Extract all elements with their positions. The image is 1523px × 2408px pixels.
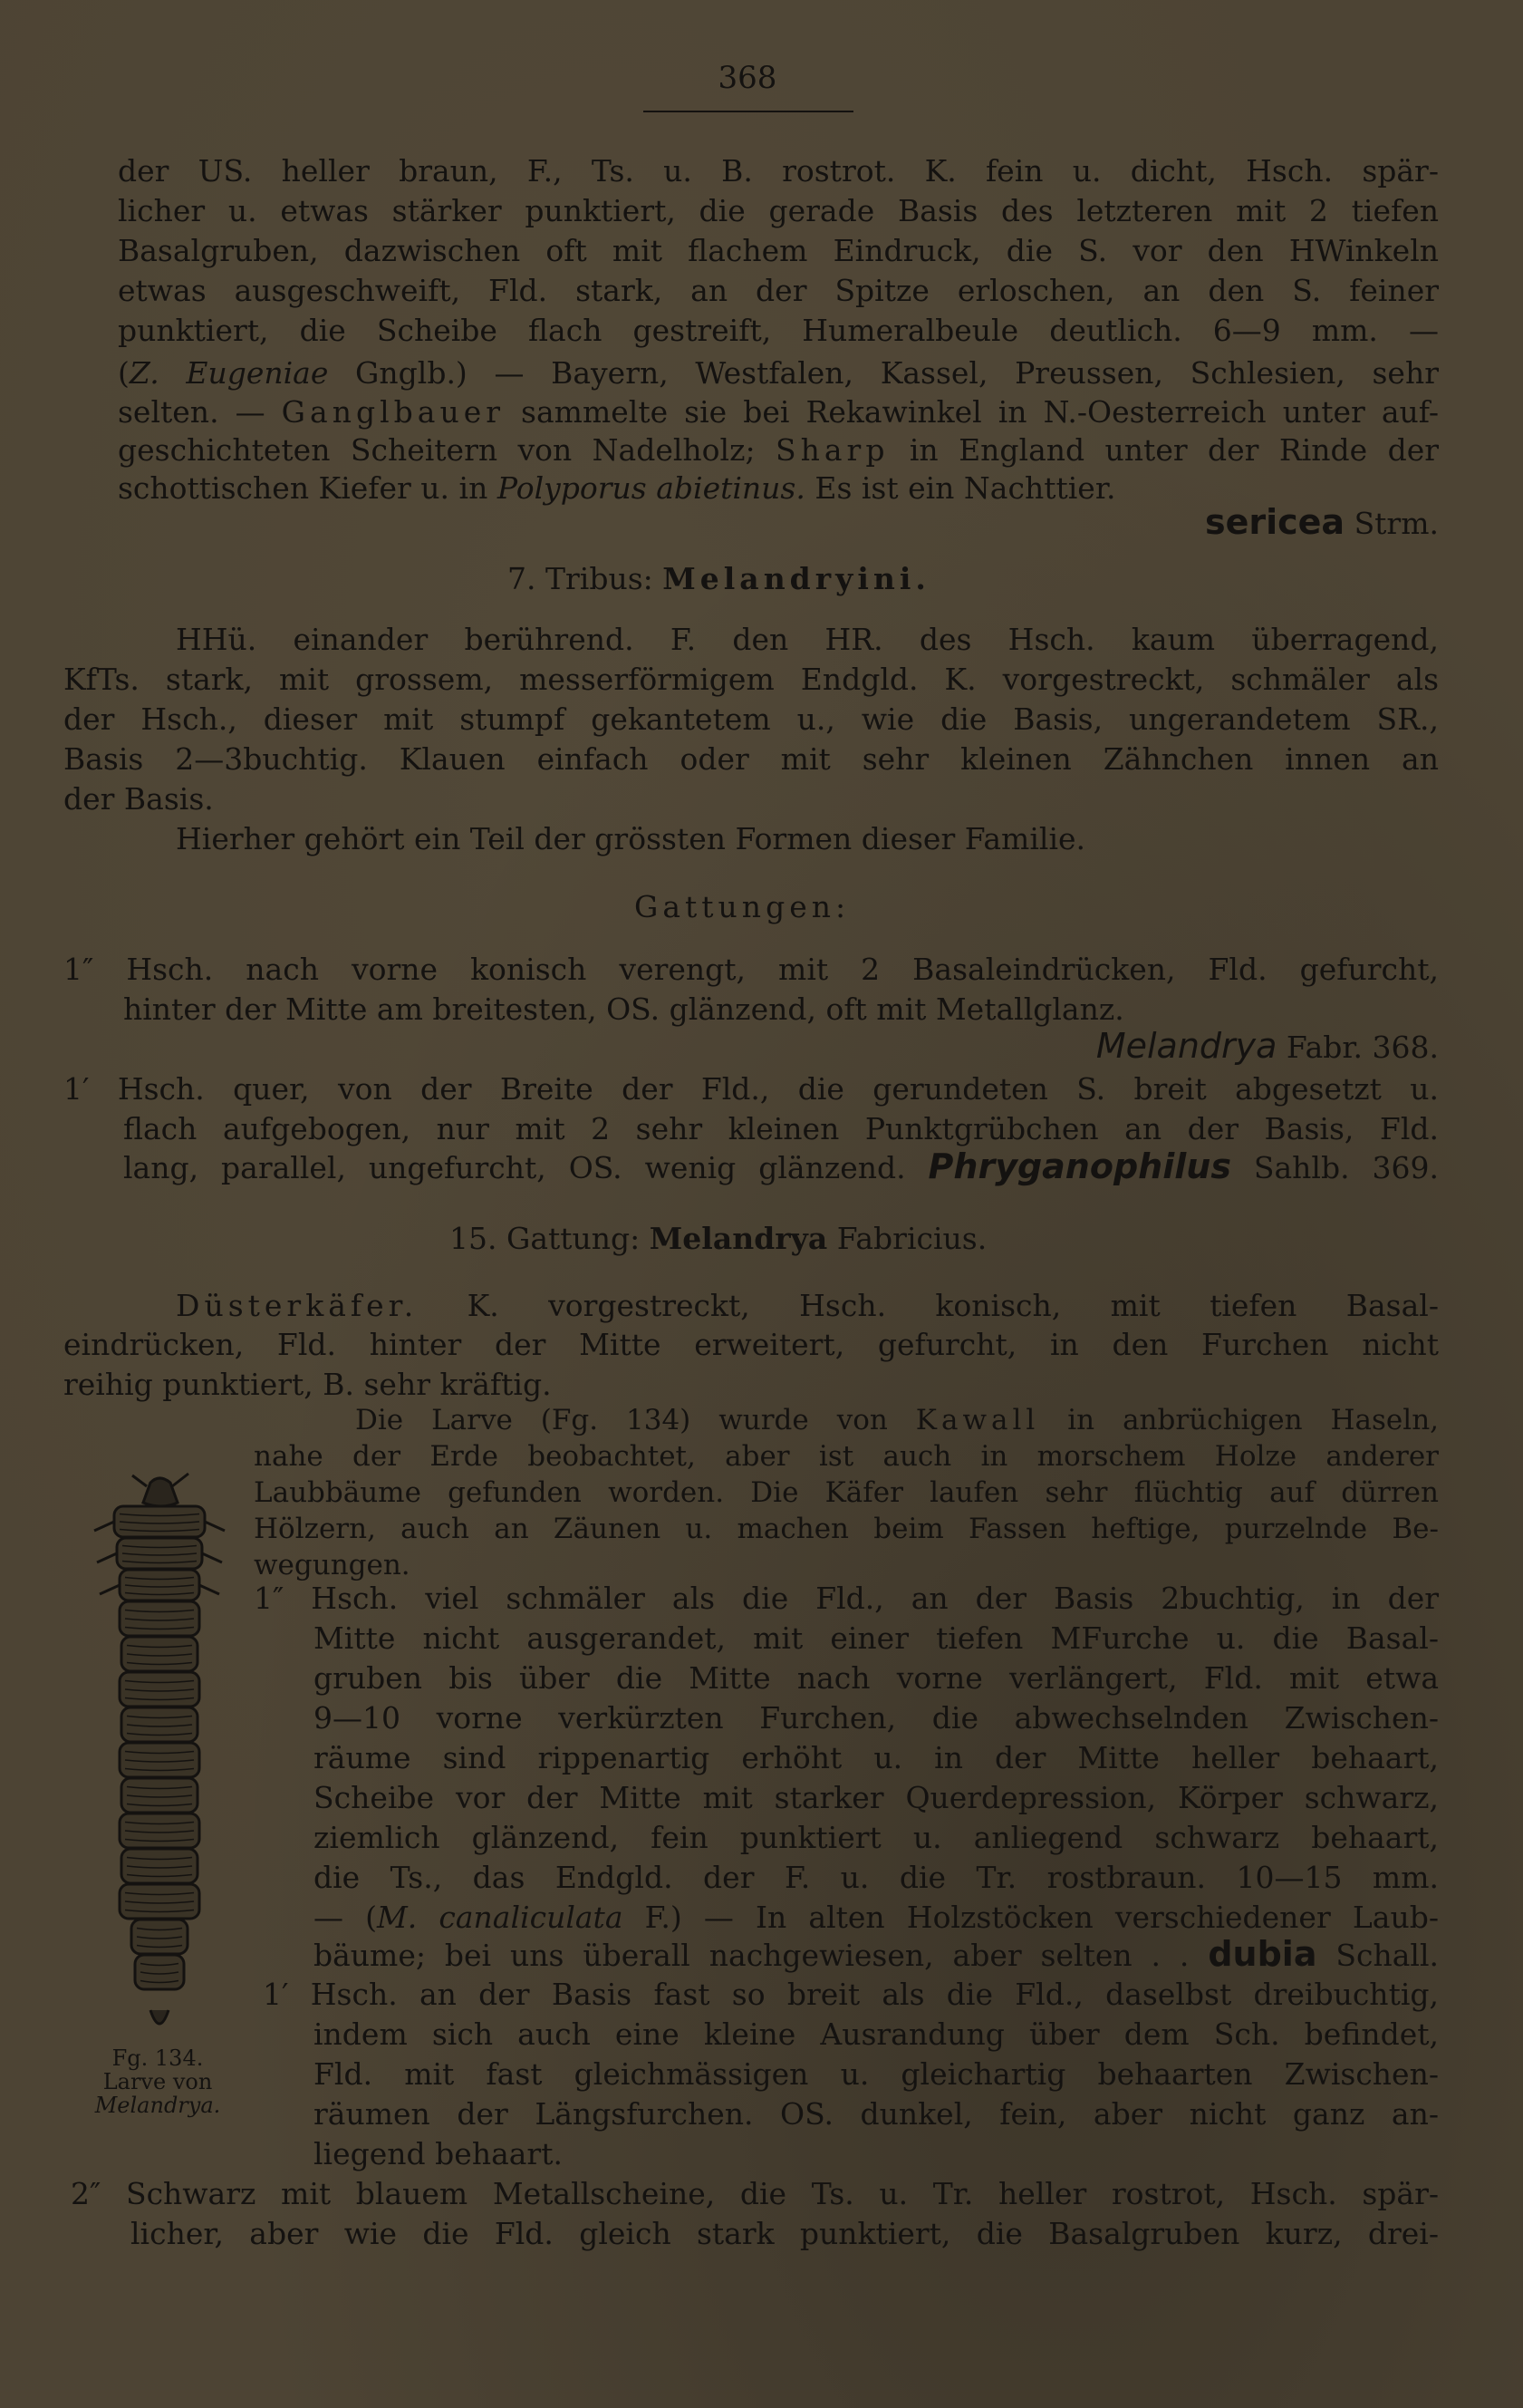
- text-fragment: Hsch. nach vorne konisch verengt, mit 2 Basaleindrücken, Fld. gefurcht,: [93, 952, 1439, 987]
- key-couplet-line: Mitte nicht ausgerandet, mit einer tiefen MFurche u. die Basal-: [313, 1620, 1439, 1656]
- author: Fabricius.: [827, 1221, 988, 1256]
- text-line: [176, 1287, 1439, 1325]
- larva-leg: [205, 1522, 225, 1531]
- key-couplet-line: [63, 1070, 1439, 1108]
- key-couplet-line: [63, 951, 1439, 989]
- genus-name: Melandrya: [1095, 1026, 1277, 1066]
- genus-entry: [118, 1027, 1439, 1067]
- common-name: Düsterkäfer.: [176, 1288, 419, 1323]
- species-name: M. canaliculata: [377, 1900, 623, 1935]
- key-couplet-line: 9—10 vorne verkürzten Furchen, die abwechselnden Zwischen-: [313, 1700, 1439, 1736]
- text-line: HHü. einander berührend. F. den HR. des Hsch. kaum überragend,: [176, 622, 1439, 657]
- key-couplet-line: gruben bis über die Mitte nach vorne verlängert, Fld. mit etwa: [313, 1660, 1439, 1696]
- author-name: Ganglbauer: [281, 394, 505, 430]
- text-line: [118, 393, 1439, 431]
- key-couplet-line: räume sind rippenartig erhöht u. in der Mitte heller behaart,: [313, 1740, 1439, 1775]
- gattung-heading: [449, 1220, 1265, 1258]
- genus-name: Phryganophilus: [928, 1146, 1231, 1186]
- couplet-marker: 2″: [71, 2176, 101, 2211]
- text-line: Hölzern, auch an Zäunen u. machen beim Fassen heftige, purzelnde Be-: [254, 1513, 1439, 1545]
- key-couplet-line: [313, 1899, 1439, 1937]
- key-couplet-line: licher, aber wie die Fld. gleich stark punktiert, die Basalgruben kurz, drei-: [130, 2216, 1439, 2251]
- text-fragment: Die Larve (Fg. 134) wurde von: [355, 1404, 916, 1436]
- text-line: etwas ausgeschweift, Fld. stark, an der Spitze erloschen, an den S. feiner: [118, 273, 1439, 308]
- key-couplet-line: flach aufgebogen, nur mit 2 sehr kleinen Punktgrübchen an der Basis, Fld.: [123, 1111, 1439, 1146]
- author: Fabr. 368.: [1277, 1030, 1439, 1065]
- key-couplet-line: hinter der Mitte am breitesten, OS. glänzend, oft mit Metallglanz.: [123, 991, 1124, 1027]
- couplet-marker: 1′: [63, 1071, 90, 1107]
- text-fragment: K. vorgestreckt, Hsch. konisch, mit tiefen Basal-: [418, 1288, 1439, 1323]
- larva-leg: [94, 1522, 114, 1531]
- text-fragment: Es ist ein Nachttier.: [805, 470, 1116, 506]
- author: Sahlb. 369.: [1230, 1150, 1439, 1185]
- text-fragment: Hsch. viel schmäler als die Fld., an der Basis 2buchtig, in der: [284, 1581, 1439, 1616]
- text-line: der Basis.: [63, 781, 214, 817]
- page-number: 368: [718, 60, 777, 96]
- larva-leg: [202, 1553, 222, 1562]
- key-couplet-line: [123, 1147, 1439, 1187]
- text-fragment: Gnglb.) — Bayern, Westfalen, Kassel, Preussen, Schlesien, sehr: [328, 355, 1439, 391]
- key-couplet-line: [263, 1976, 1439, 2014]
- key-couplet-line: [313, 1935, 1439, 1975]
- text-line: punktiert, die Scheibe flach gestreift, Humeralbeule deutlich. 6—9 mm. —: [118, 313, 1439, 348]
- text-line: der US. heller braun, F., Ts. u. B. rostrot. K. fein u. dicht, Hsch. spär-: [118, 153, 1439, 189]
- text-line: Basalgruben, dazwischen oft mit flachem Eindruck, die S. vor den HWinkeln: [118, 233, 1439, 268]
- larva-leg: [97, 1553, 117, 1562]
- text-line: reihig punktiert, B. sehr kräftig.: [63, 1367, 552, 1402]
- author-name: Kawall: [915, 1404, 1040, 1436]
- species-name: sericea: [1204, 502, 1345, 542]
- larva-segments: [94, 1506, 225, 1989]
- text-fragment: in England unter der Rinde der: [889, 432, 1439, 468]
- species-name: dubia: [1208, 1934, 1317, 1974]
- text-fragment: schottischen Kiefer u. in: [118, 470, 497, 506]
- tribus-name: Melandryini.: [662, 561, 930, 596]
- key-couplet-line: Scheibe vor der Mitte mit starker Querdepression, Körper schwarz,: [313, 1780, 1439, 1815]
- key-couplet-line: [254, 1580, 1439, 1618]
- couplet-marker: 1′: [263, 1977, 289, 2012]
- text-fragment: sammelte sie bei Rekawinkel in N.-Oesterreich unter auf-: [505, 394, 1439, 430]
- text-line: Laubbäume gefunden worden. Die Käfer laufen sehr flüchtig auf dürren: [254, 1476, 1439, 1509]
- key-couplet-line: ziemlich glänzend, fein punktiert u. anliegend schwarz behaart,: [313, 1820, 1439, 1855]
- key-couplet-line: Fld. mit fast gleichmässigen u. gleichartig behaarten Zwischen-: [313, 2056, 1439, 2092]
- text-line: [118, 431, 1439, 469]
- text-fragment: geschichteten Scheitern von Nadelholz;: [118, 432, 776, 468]
- tribus-label: 7. Tribus:: [507, 561, 663, 596]
- text-line: [355, 1401, 1439, 1439]
- couplet-marker: 1″: [63, 952, 94, 987]
- text-fragment: — (: [313, 1900, 377, 1935]
- text-line: licher u. etwas stärker punktiert, die gerade Basis des letzteren mit 2 tiefen: [118, 193, 1439, 228]
- text-line: wegungen.: [254, 1549, 410, 1581]
- text-line: eindrücken, Fld. hinter der Mitte erweitert, gefurcht, in den Furchen nicht: [63, 1327, 1439, 1362]
- gattungen-heading: Gattungen:: [634, 889, 851, 924]
- text-line: Basis 2—3buchtig. Klauen einfach oder mit sehr kleinen Zähnchen innen an: [63, 741, 1439, 777]
- tribus-heading: [381, 560, 1277, 598]
- genus-name: Melandrya: [649, 1221, 828, 1256]
- text-fragment: Hsch. an der Basis fast so breit als die Fld., daselbst dreibuchtig,: [288, 1977, 1439, 2012]
- figure-caption-label: Fg. 134.: [111, 2045, 204, 2071]
- text-fragment: selten. —: [118, 394, 282, 430]
- gattung-label: 15. Gattung:: [449, 1221, 650, 1256]
- text-line: Hierher gehört ein Teil der grössten Formen dieser Familie.: [176, 821, 1086, 856]
- author-name: Sharp: [776, 432, 890, 468]
- author: Strm.: [1345, 506, 1439, 541]
- author: Schall.: [1316, 1938, 1439, 1973]
- larva-leg: [100, 1585, 120, 1594]
- text-fragment: Hsch. quer, von der Breite der Fld., die gerundeten S. breit abgesetzt u.: [89, 1071, 1439, 1107]
- larva-illustration: [87, 1466, 232, 2046]
- text-fragment: F.) — In alten Holzstöcken verschiedener Laub-: [622, 1900, 1439, 1935]
- couplet-marker: 1″: [254, 1581, 284, 1616]
- species-name: Polyporus abietinus.: [496, 470, 805, 506]
- text-line: [118, 354, 1439, 392]
- text-line: der Hsch., dieser mit stumpf gekantetem u., wie die Basis, ungerandetem SR.,: [63, 701, 1439, 737]
- figure-caption-genus: Melandrya.: [94, 2093, 221, 2118]
- text-fragment: (: [118, 355, 130, 391]
- key-couplet-line: liegend behaart.: [313, 2136, 563, 2171]
- text-fragment: lang, parallel, ungefurcht, OS. wenig glänzend.: [123, 1150, 929, 1185]
- species-name: Z. Eugeniae: [129, 355, 329, 391]
- figure-caption-line: Larve von: [102, 2069, 213, 2094]
- species-entry: [118, 503, 1439, 543]
- text-fragment: bäume; bei uns überall nachgewiesen, aber selten . .: [313, 1938, 1209, 1973]
- text-line: KfTs. stark, mit grossem, messerförmigem Endgld. K. vorgestreckt, schmäler als: [63, 662, 1439, 697]
- key-couplet-line: indem sich auch eine kleine Ausrandung über dem Sch. befindet,: [313, 2016, 1439, 2052]
- header-rule: [643, 111, 853, 112]
- text-line: nahe der Erde beobachtet, aber ist auch in morschem Holze anderer: [254, 1440, 1439, 1473]
- text-fragment: Schwarz mit blauem Metallscheine, die Ts. u. Tr. heller rostrot, Hsch. spär-: [101, 2176, 1439, 2211]
- text-fragment: in anbrüchigen Haseln,: [1039, 1404, 1440, 1436]
- key-couplet-line: die Ts., das Endgld. der F. u. die Tr. rostbraun. 10—15 mm.: [313, 1860, 1439, 1895]
- key-couplet-line: räumen der Längsfurchen. OS. dunkel, fein, aber nicht ganz an-: [313, 2096, 1439, 2132]
- key-couplet-line: [71, 2175, 1439, 2213]
- larva-leg: [199, 1585, 219, 1594]
